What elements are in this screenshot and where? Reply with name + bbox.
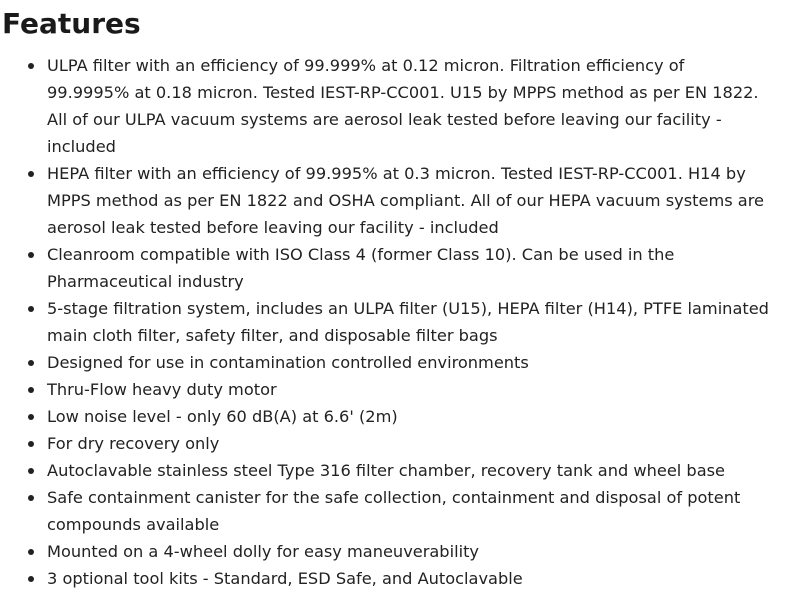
- feature-item: [0, 484, 770, 538]
- feature-text: HEPA filter with an efficiency of 99.995% at 0.3 micron. Tested IEST-RP-CC001. H14 by MPPS method as per EN 1822 and OSHA compliant. All of our HEPA vacuum systems are aerosol leak tested before leaving our facility - included: [47, 164, 764, 237]
- bullet-icon: [28, 495, 34, 501]
- feature-text: Low noise level - only 60 dB(A) at 6.6' (2m): [47, 407, 398, 426]
- features-heading: Features: [2, 7, 141, 40]
- bullet-icon: [28, 171, 34, 177]
- bullet-icon: [28, 441, 34, 447]
- feature-item: [0, 52, 770, 160]
- feature-text: ULPA filter with an efficiency of 99.999% at 0.12 micron. Filtration efficiency of 99.9995% at 0.18 micron. Tested IEST-RP-CC001. U15 by MPPS method as per EN 1822. All of our ULPA vacuum systems are aerosol leak tested before leaving our facility - included: [47, 56, 759, 156]
- bullet-icon: [28, 387, 34, 393]
- feature-text: Thru-Flow heavy duty motor: [47, 380, 277, 399]
- feature-item: [0, 538, 770, 565]
- feature-item: [0, 565, 770, 592]
- feature-text: For dry recovery only: [47, 434, 220, 453]
- feature-text: Autoclavable stainless steel Type 316 filter chamber, recovery tank and wheel base: [47, 461, 726, 480]
- feature-item: [0, 160, 770, 241]
- feature-text: Mounted on a 4-wheel dolly for easy maneuverability: [47, 542, 480, 561]
- feature-text: 5-stage filtration system, includes an ULPA filter (U15), HEPA filter (H14), PTFE laminated main cloth filter, safety filter, and disposable filter bags: [47, 299, 769, 345]
- feature-item: [0, 241, 770, 295]
- bullet-icon: [28, 576, 34, 582]
- bullet-icon: [28, 360, 34, 366]
- bullet-icon: [28, 468, 34, 474]
- feature-text: Cleanroom compatible with ISO Class 4 (former Class 10). Can be used in the Pharmaceutical industry: [47, 245, 675, 291]
- feature-item: [0, 403, 770, 430]
- feature-text: Safe containment canister for the safe collection, containment and disposal of potent compounds available: [47, 488, 741, 534]
- bullet-icon: [28, 252, 34, 258]
- feature-text: Designed for use in contamination controlled environments: [47, 353, 529, 372]
- feature-item: [0, 376, 770, 403]
- feature-item: [0, 430, 770, 457]
- bullet-icon: [28, 414, 34, 420]
- feature-item: [0, 457, 770, 484]
- bullet-icon: [28, 63, 34, 69]
- bullet-icon: [28, 306, 34, 312]
- features-list: [0, 52, 770, 592]
- feature-item: [0, 349, 770, 376]
- feature-text: 3 optional tool kits - Standard, ESD Safe, and Autoclavable: [47, 569, 523, 588]
- bullet-icon: [28, 549, 34, 555]
- feature-item: [0, 295, 770, 349]
